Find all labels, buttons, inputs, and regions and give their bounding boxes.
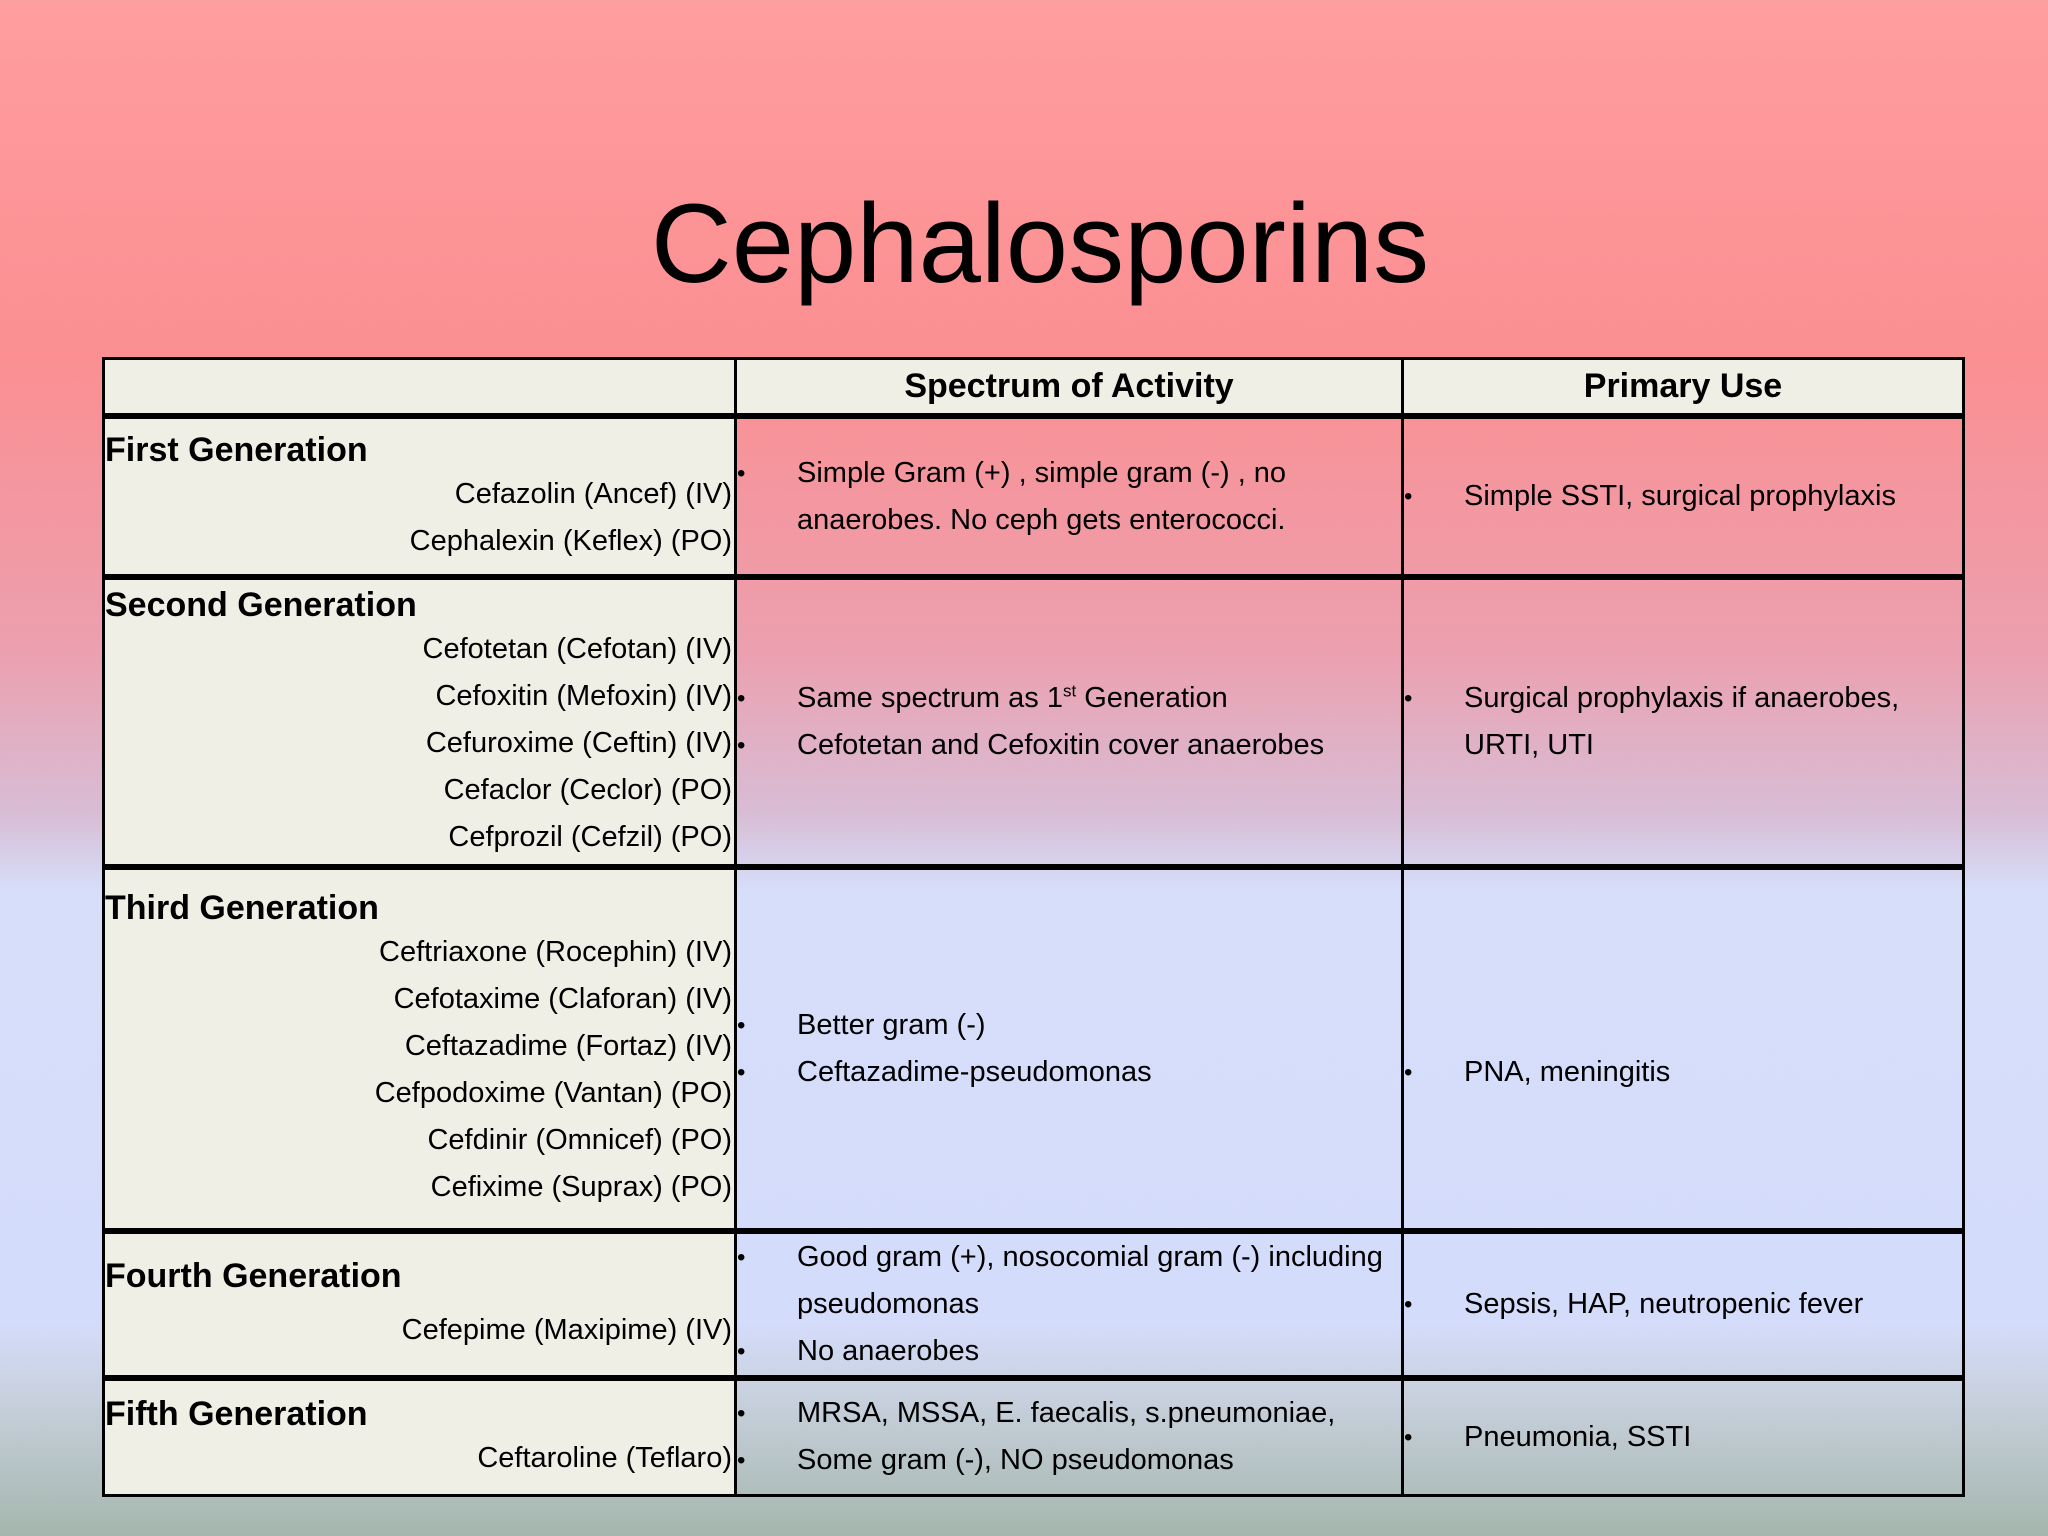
spectrum-item: • No anaerobes bbox=[737, 1328, 1401, 1375]
drug-name: Cefixime (Suprax) (PO) bbox=[430, 1171, 732, 1203]
spectrum-cell bbox=[736, 416, 1403, 577]
use-item: • Pneumonia, SSTI bbox=[1404, 1414, 1962, 1461]
drug-name: Cefepime (Maxipime) (IV) bbox=[401, 1314, 732, 1346]
cephalosporin-table bbox=[102, 357, 1965, 1497]
use-item: • Sepsis, HAP, neutropenic fever bbox=[1404, 1281, 1962, 1328]
drug-name: Cefprozil (Cefzil) (PO) bbox=[448, 820, 732, 853]
spectrum-cell bbox=[736, 1231, 1403, 1378]
generation-title: Fifth Generation bbox=[105, 1394, 368, 1433]
drug-name: Cefazolin (Ancef) (IV) bbox=[454, 477, 732, 510]
spectrum-item bbox=[737, 675, 1401, 722]
generation-cell bbox=[104, 867, 736, 1231]
use-cell bbox=[1403, 1378, 1964, 1495]
drug-name: Cefuroxime (Ceftin) (IV) bbox=[425, 726, 732, 759]
use-cell bbox=[1403, 416, 1964, 577]
drug-name: Cephalexin (Keflex) (PO) bbox=[409, 524, 732, 557]
table-row-second-generation bbox=[104, 577, 1964, 867]
generation-cell bbox=[104, 577, 736, 867]
drug-name: Cefaclor (Ceclor) (PO) bbox=[443, 773, 732, 806]
table-row-first-generation bbox=[104, 416, 1964, 577]
use-item: • PNA, meningitis bbox=[1404, 1049, 1962, 1096]
generation-title: First Generation bbox=[105, 430, 368, 469]
table-row-third-generation bbox=[104, 867, 1964, 1231]
use-cell bbox=[1403, 867, 1964, 1231]
spectrum-text: Generation bbox=[1076, 682, 1228, 714]
use-item: • Surgical prophylaxis if anaerobes, URTI, UTI bbox=[1404, 675, 1962, 769]
generation-title: Third Generation bbox=[105, 889, 379, 927]
use-cell bbox=[1403, 577, 1964, 867]
spectrum-item: • Cefotetan and Cefoxitin cover anaerobes bbox=[737, 722, 1401, 769]
drug-name: Ceftriaxone (Rocephin) (IV) bbox=[379, 936, 732, 968]
table-row-fifth-generation bbox=[104, 1378, 1964, 1495]
generation-title: Second Generation bbox=[105, 585, 417, 624]
drug-name: Cefotetan (Cefotan) (IV) bbox=[422, 632, 732, 665]
header-spectrum: Spectrum of Activity bbox=[736, 359, 1403, 417]
table-row-fourth-generation bbox=[104, 1231, 1964, 1378]
spectrum-cell bbox=[736, 867, 1403, 1231]
spectrum-item: • Better gram (-) bbox=[737, 1002, 1401, 1049]
header-primary-use: Primary Use bbox=[1403, 359, 1964, 417]
generation-cell bbox=[104, 416, 736, 577]
spectrum-item: • MRSA, MSSA, E. faecalis, s.pneumoniae, bbox=[737, 1390, 1401, 1437]
spectrum-text: Same spectrum as 1 bbox=[797, 682, 1063, 714]
spectrum-item: • Simple Gram (+) , simple gram (-) , no anaerobes. No ceph gets enterococci. bbox=[737, 450, 1401, 544]
spectrum-item: • Ceftazadime-pseudomonas bbox=[737, 1049, 1401, 1096]
header-row bbox=[104, 359, 1964, 417]
slide-title: Cephalosporins bbox=[650, 181, 1430, 306]
spectrum-cell bbox=[736, 577, 1403, 867]
ordinal-suffix: st bbox=[1062, 681, 1077, 701]
drug-name: Cefotaxime (Claforan) (IV) bbox=[393, 983, 732, 1015]
drug-name: Ceftaroline (Teflaro) bbox=[477, 1441, 732, 1474]
drug-name: Ceftazadime (Fortaz) (IV) bbox=[404, 1030, 732, 1062]
generation-cell bbox=[104, 1378, 736, 1495]
spectrum-item: • Some gram (-), NO pseudomonas bbox=[737, 1437, 1401, 1484]
generation-cell bbox=[104, 1231, 736, 1378]
use-item: • Simple SSTI, surgical prophylaxis bbox=[1404, 473, 1962, 520]
drug-name: Cefpodoxime (Vantan) (PO) bbox=[374, 1077, 732, 1109]
spectrum-cell bbox=[736, 1378, 1403, 1495]
spectrum-item: • Good gram (+), nosocomial gram (-) including pseudomonas bbox=[737, 1234, 1401, 1328]
use-cell bbox=[1403, 1231, 1964, 1378]
header-blank bbox=[104, 359, 736, 417]
generation-title: Fourth Generation bbox=[105, 1257, 402, 1295]
drug-name: Cefdinir (Omnicef) (PO) bbox=[427, 1124, 732, 1156]
drug-name: Cefoxitin (Mefoxin) (IV) bbox=[435, 679, 732, 712]
